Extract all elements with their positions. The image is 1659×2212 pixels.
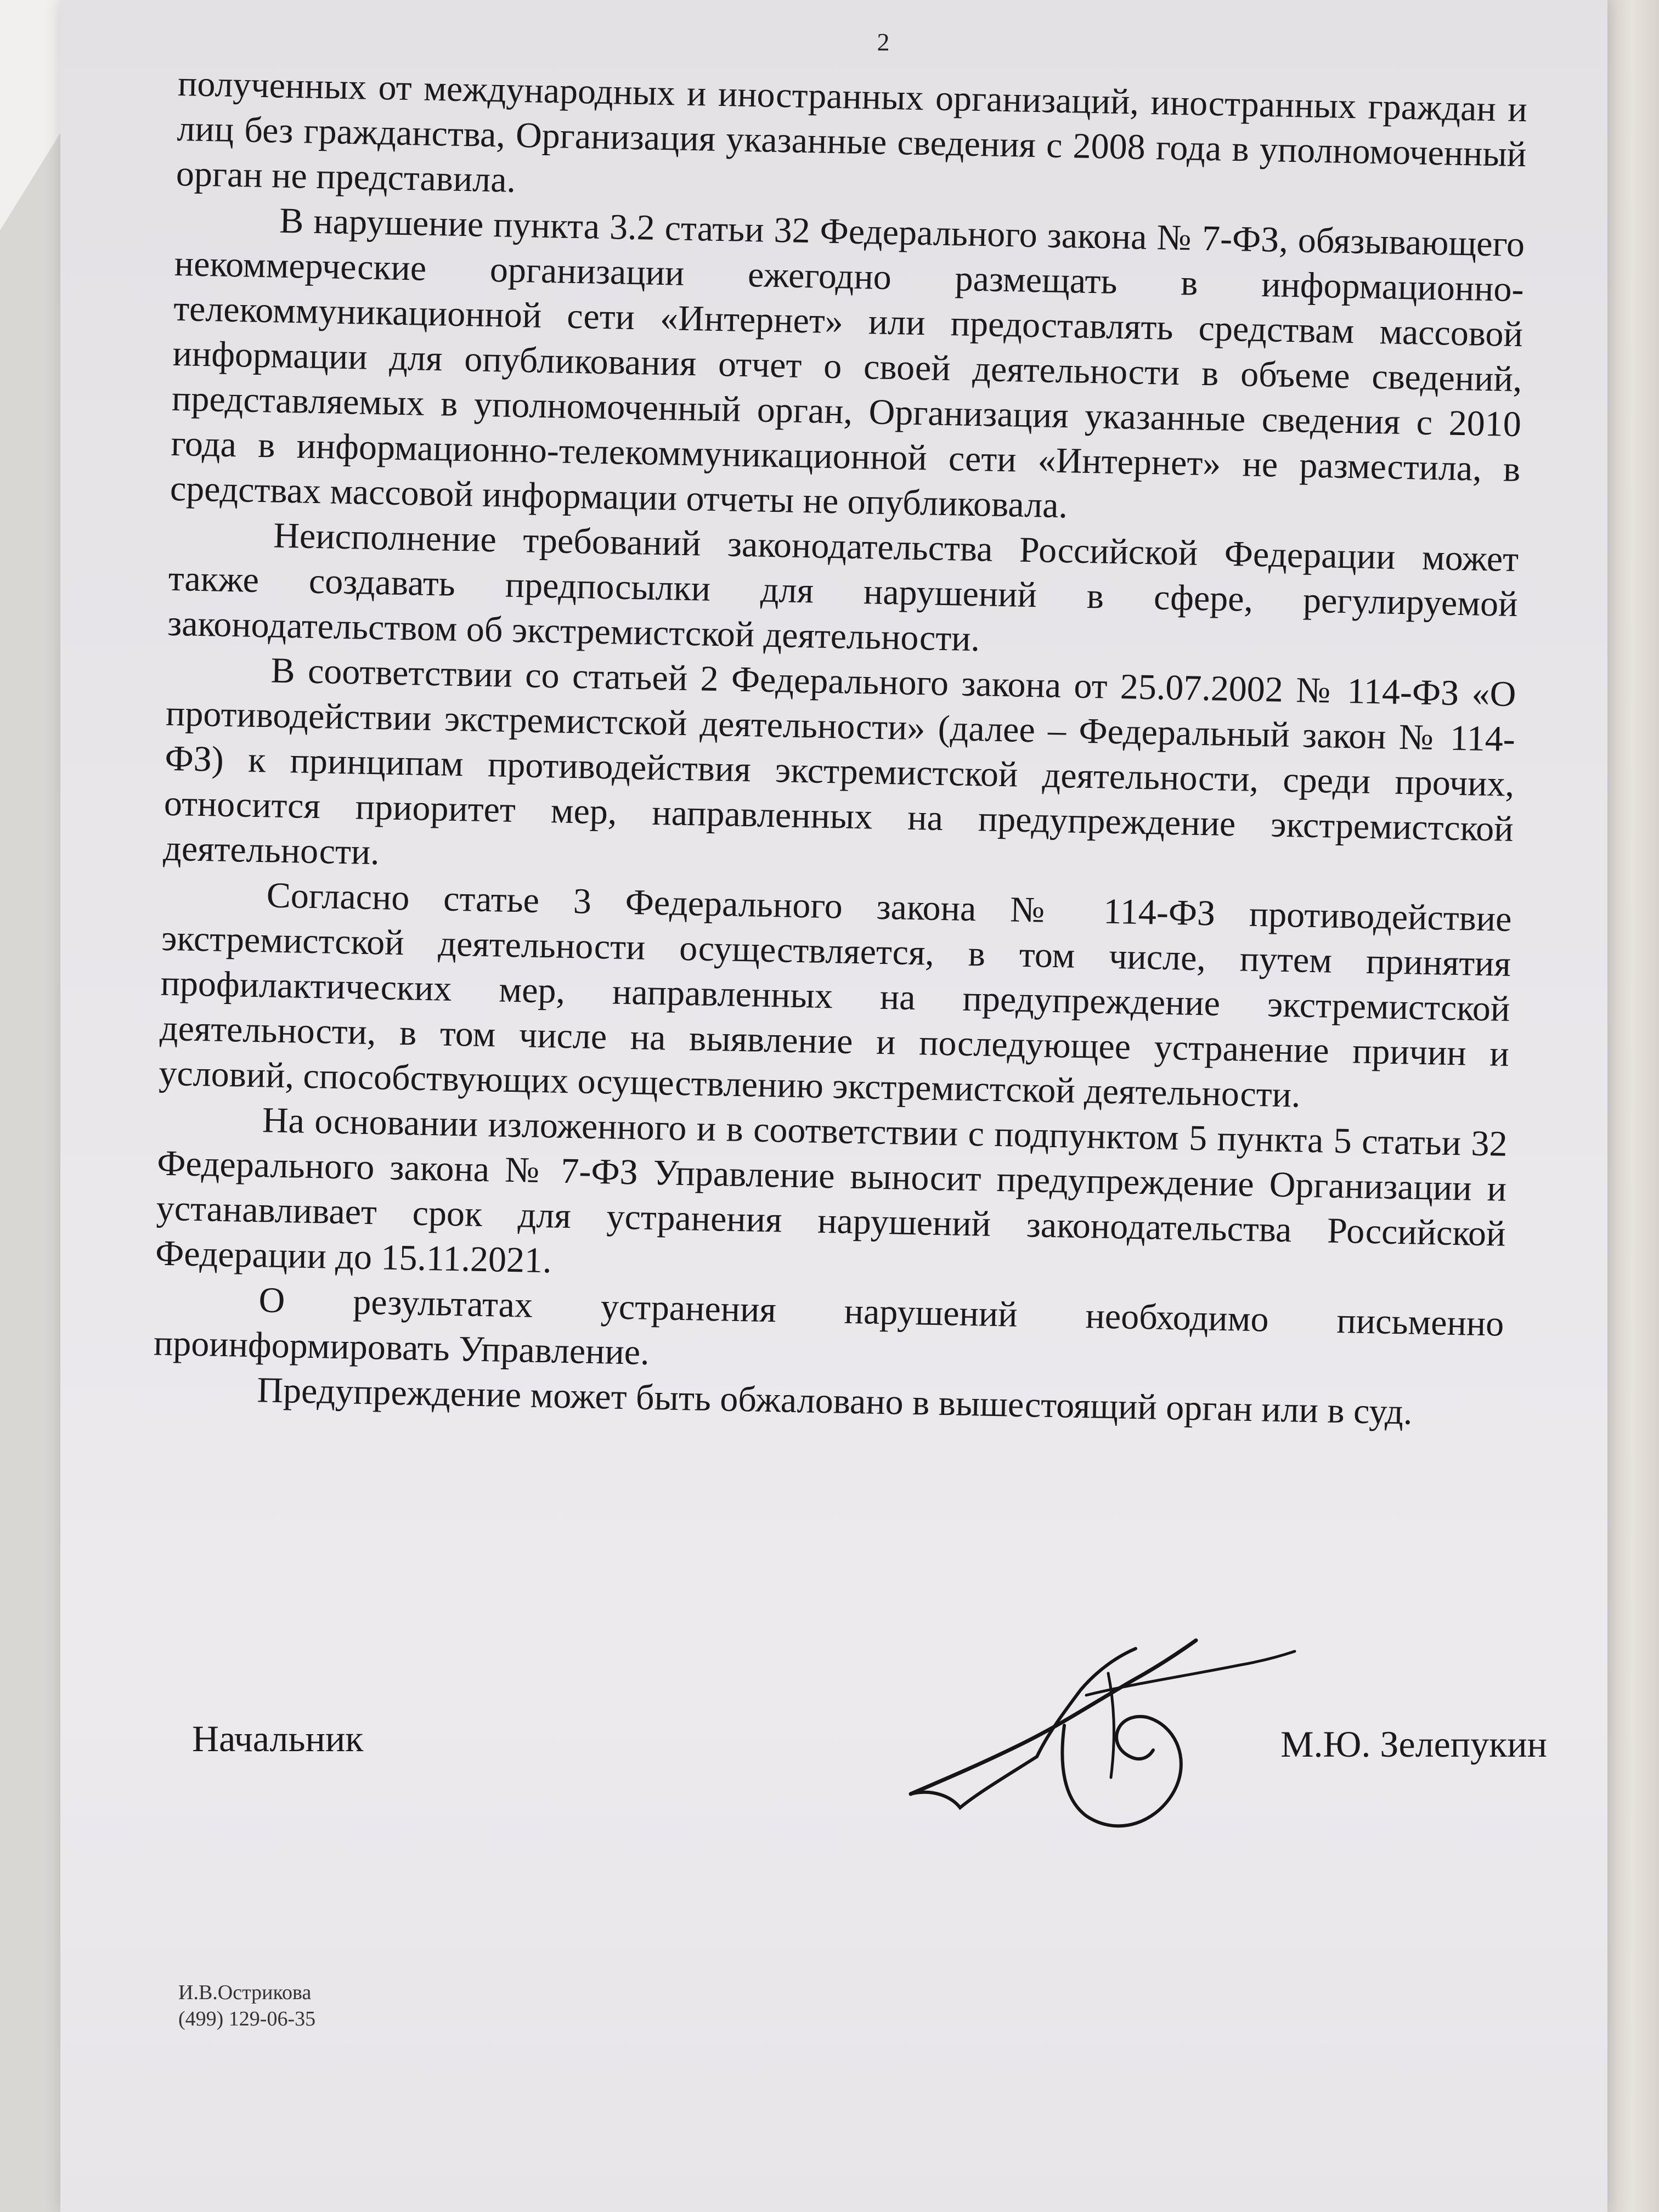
paragraph-law-article-2: В соответствии со статьей 2 Федерального закона от 25.07.2002 № 114-ФЗ «О противодействии экстремистской деятельности» (далее – Федеральный закон № 114-ФЗ) к принципам противодействия экстремистской деятельности, среди прочих, относится приоритет мер, направленных на предупреждение экстремистской деятельности. [162,650,1517,873]
paragraph-noncompliance: Неисполнение требований законодательства Российской Федерации может также создавать предпосылки для нарушений в сфере, регулируемой законодательством об экстремистской деятельности. [167,515,1519,659]
executor-phone: (499) 129-06-35 [178,2007,316,2030]
paragraph-report-results: О результатах устранения нарушений необходимо письменно проинформировать Управление. [153,1280,1504,1373]
executor-info [178,1979,315,2032]
document-page [60,0,1607,2212]
signatory-name: М.Ю. Зелепукин [1280,1723,1547,1765]
paragraph-appeal: Предупреждение может быть обжаловано в вышестоящий орган или в суд. [256,1370,1413,1432]
paragraph-violation-reporting: В нарушение пункта 3.2 статьи 32 Федерального закона № 7-ФЗ, обязывающего некоммерческие организации ежегодно размещать в информационно-телекоммуникационной сети «Интернет» или предоставлять средствам массовой информации для опубликования отчет о своей деятельности в объеме сведений, представляемых в уполномоченный орган, Организация указанные сведения с 2010 года в информационно-телекоммуникационной сети «Интернет» не разместила, в средствах массовой информации отчеты не опубликовала. [170,200,1525,526]
paragraph-law-article-3: Согласно статье 3 Федерального закона № 114-ФЗ противодействие экстремистской деятельности осуществляется, в том числе, путем принятия профилактических мер, направленных на предупреждение экстремистской деятельности, в том числе на выявление и последующее устранение причин и условий, способствующих осуществлению экстремистской деятельности. [158,875,1513,1115]
signature-block [192,1706,1547,1816]
page-number: 2 [877,28,890,56]
signatory-position: Начальник [192,1718,364,1759]
paragraph-continuation: полученных от международных и иностранных организаций, иностранных граждан и лиц без гражданства, Организация указанные сведения с 2008 года в уполномоченный орган не представила. [176,63,1528,200]
handwritten-signature [900,1613,1306,1843]
paragraph-warning-deadline: На основании изложенного и в соответствии с подпунктом 5 пункта 5 статьи 32 Федерального закона № 7-ФЗ Управление выносит предупреждение Организации и устанавливает срок для устранения нарушений законодательства Российской Федерации до 15.11.2021. [155,1100,1508,1281]
executor-name: И.В.Острикова [178,1981,312,2004]
document-body [153,61,1528,1437]
